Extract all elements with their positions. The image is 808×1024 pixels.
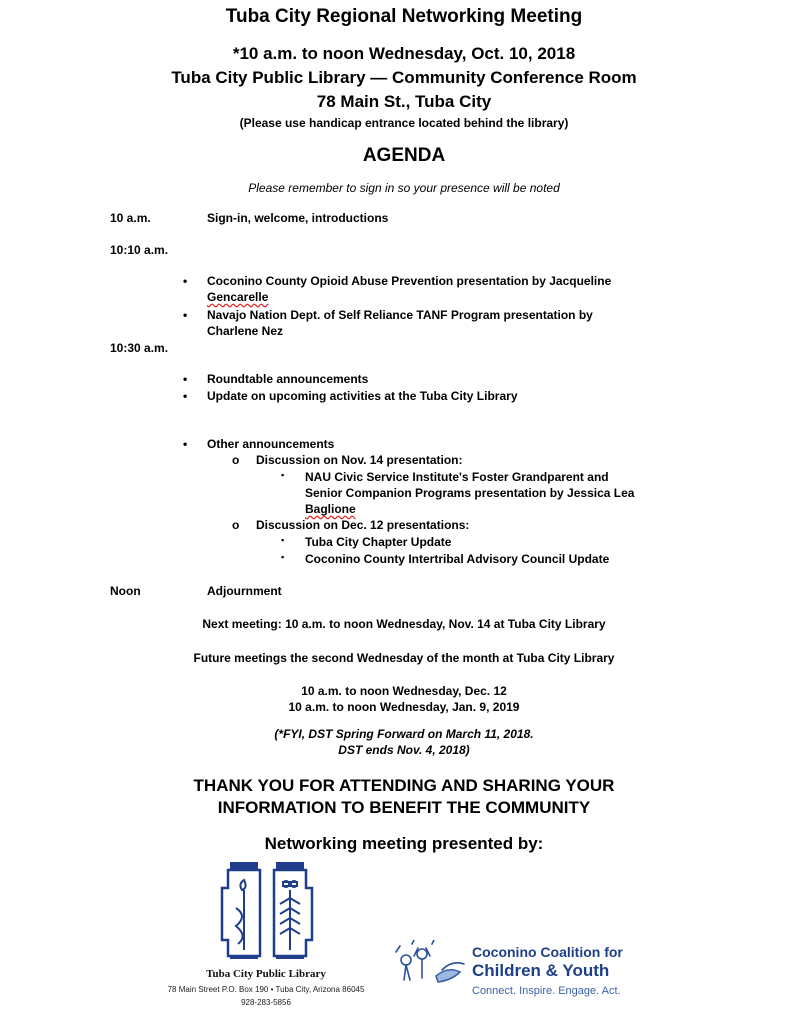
nau-presentation-line3: Baglione — [305, 502, 356, 516]
square-bullet-icon: ▪ — [281, 535, 285, 545]
dst-note-line2: DST ends Nov. 4, 2018) — [338, 743, 470, 757]
coalition-tagline: Connect. Inspire. Engage. Act. — [472, 985, 621, 997]
coalition-logo-icon — [392, 940, 468, 990]
library-phone: 928-283-5856 — [241, 998, 291, 1007]
bullet-icon: • — [183, 274, 188, 288]
coalition-name-line2: Children & Youth — [472, 961, 610, 980]
circle-bullet-icon: o — [232, 453, 240, 467]
library-address: 78 Main Street P.O. Box 190 • Tuba City, Arizona 86045 — [167, 985, 365, 994]
roundtable-item: Roundtable announcements — [207, 372, 369, 386]
circle-bullet-icon: o — [232, 518, 240, 532]
agenda-time-noon: Noon — [110, 584, 141, 598]
bullet-icon: • — [183, 308, 188, 322]
library-logo-icon — [218, 858, 316, 960]
document-title: Tuba City Regional Networking Meeting — [225, 6, 583, 27]
agenda-heading: AGENDA — [362, 145, 446, 166]
bullet-icon: • — [183, 372, 188, 386]
coalition-name-line1: Coconino Coalition for — [472, 944, 623, 960]
bullet-icon: • — [183, 437, 188, 451]
square-bullet-icon: ▪ — [281, 552, 285, 562]
agenda-item-adjournment: Adjournment — [207, 584, 282, 598]
nau-presentation-line1: NAU Civic Service Institute's Foster Grandparent and — [305, 470, 609, 484]
agenda-time-10am: 10 a.m. — [110, 211, 151, 225]
future-meetings: Future meetings the second Wednesday of the month at Tuba City Library — [193, 651, 615, 665]
agenda-item-sign-in: Sign-in, welcome, introductions — [207, 211, 389, 225]
meeting-address: 78 Main St., Tuba City — [316, 92, 492, 111]
future-date-dec: 10 a.m. to noon Wednesday, Dec. 12 — [301, 684, 507, 698]
entrance-note: (Please use handicap entrance located behind the library) — [239, 116, 569, 130]
thank-you-line1: THANK YOU FOR ATTENDING AND SHARING YOUR — [193, 776, 615, 795]
other-announcements-item: Other announcements — [207, 437, 335, 451]
tanf-presentation-line2: Charlene Nez — [207, 324, 284, 338]
square-bullet-icon: ▪ — [281, 470, 285, 480]
chapter-update-item: Tuba City Chapter Update — [305, 535, 452, 549]
next-meeting: Next meeting: 10 a.m. to noon Wednesday, Nov. 14 at Tuba City Library — [202, 617, 606, 631]
presented-by: Networking meeting presented by: — [264, 834, 544, 853]
meeting-time: *10 a.m. to noon Wednesday, Oct. 10, 2018 — [232, 44, 576, 63]
dst-note-line1: (*FYI, DST Spring Forward on March 11, 2018. — [274, 727, 534, 741]
library-name: Tuba City Public Library — [206, 968, 326, 980]
sign-in-note: Please remember to sign in so your presence will be noted — [248, 181, 560, 195]
bullet-icon: • — [183, 389, 188, 403]
nov-discussion-item: Discussion on Nov. 14 presentation: — [256, 453, 463, 467]
library-update-item: Update on upcoming activities at the Tuba City Library — [207, 389, 518, 403]
thank-you-line2: INFORMATION TO BENEFIT THE COMMUNITY — [217, 798, 591, 817]
opioid-presentation-line1: Coconino County Opioid Abuse Prevention presentation by Jacqueline — [207, 274, 612, 288]
future-date-jan: 10 a.m. to noon Wednesday, Jan. 9, 2019 — [288, 700, 520, 714]
agenda-time-1010: 10:10 a.m. — [110, 243, 169, 257]
intertribal-update-item: Coconino County Intertribal Advisory Council Update — [305, 552, 610, 566]
agenda-time-1030: 10:30 a.m. — [110, 341, 169, 355]
opioid-presentation-line2: Gencarelle — [207, 290, 269, 304]
tanf-presentation-line1: Navajo Nation Dept. of Self Reliance TANF Program presentation by — [207, 308, 593, 322]
nau-presentation-line2: Senior Companion Programs presentation by Jessica Lea — [305, 486, 635, 500]
meeting-venue: Tuba City Public Library — Community Conference Room — [171, 68, 637, 87]
dec-discussion-item: Discussion on Dec. 12 presentations: — [256, 518, 470, 532]
